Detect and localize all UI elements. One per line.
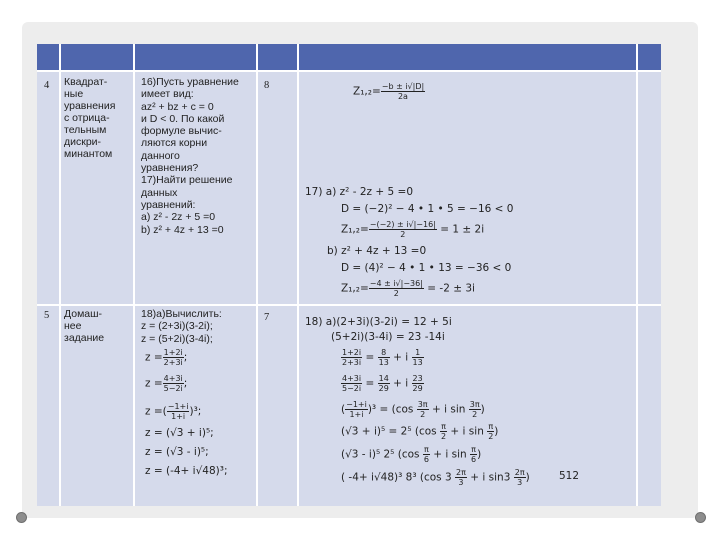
- solution-line: (√3 + i)⁵ = 2⁵ (cos $\frac{\pi}{2}$ + i sin $\frac{\pi}{2}$ ): [341, 422, 499, 441]
- solution-line: ( $\frac{-1+i}{1+i}$ )³ = (cos $\frac{3\pi}{2}$ + i sin $\frac{3\pi}{2}$ ): [341, 400, 485, 419]
- solution-line: ( -4+ i√48)³ 8³ (cos 3 $\frac{2\pi}{3}$ + i sin3 $\frac{2\pi}{3}$ ): [341, 468, 530, 487]
- solution-line: 18) a)(2+3i)(3-2i) = 12 + 5i: [305, 316, 452, 328]
- table-header-row: [37, 44, 661, 70]
- solution-line: 17) a) z² - 2z + 5 =0: [305, 186, 414, 198]
- solution-line: Z₁,₂= $\frac{-4 \pm i√|-36|}{2}$ = -2 ± 3i: [341, 279, 475, 298]
- task-cell: 18)a)Вычислить: z = (2+3i)(3-2i); z = (5+2i)(3-4i);: [141, 308, 222, 345]
- topic-cell: Квадрат- ные уравнения с отрица- тельным дискри- минантом: [64, 76, 116, 160]
- solution-line: (5+2i)(3-4i) = 23 -14i: [331, 331, 445, 343]
- solution-line: Z₁,₂= $\frac{-(-2) \pm i√|-16|}{2}$ = 1 ± 2i: [341, 220, 485, 239]
- slide-ring-left: [16, 512, 27, 523]
- solution-line: $\frac{1+2i}{2+3i}$ = $\frac{8}{13}$ + i $\frac{1}{13}$: [342, 348, 423, 367]
- solution-line: $\frac{4+3i}{5-2i}$ = $\frac{14}{29}$ + i $\frac{23}{29}$: [342, 374, 423, 393]
- topic-cell: Домаш- нее задание: [64, 308, 105, 344]
- task-root: z = (-4+ i√48)³;: [145, 465, 228, 477]
- score: 7: [264, 312, 270, 323]
- solution-result: 512: [559, 470, 580, 482]
- task-fraction: z = $\frac{4+3i}{5-2i}$ ;: [145, 374, 188, 393]
- task-root: z = (√3 + i)⁵;: [145, 427, 214, 439]
- root-formula: Z₁,₂= $\frac{-b \pm i√|D|}{2a}$: [353, 82, 425, 101]
- solution-line: b) z² + 4z + 13 =0: [327, 245, 427, 257]
- solution-line: (√3 - i)⁵ 2⁵ (cos $\frac{\pi}{6}$ + i sin $\frac{\pi}{6}$ ): [341, 445, 482, 464]
- lesson-table: [37, 44, 661, 506]
- task-root: z = (√3 - i)⁵;: [145, 446, 209, 458]
- row-number: 4: [44, 80, 50, 91]
- task-cell: 16)Пусть уравнение имеет вид: az² + bz + c = 0 и D < 0. По какой формуле вычис- ляются корни данного уравнения? 17)Найти решение данных уравнений: а) z² - 2z + 5 =0 b) z² + 4z + 13 =0: [141, 76, 239, 236]
- score: 8: [264, 80, 270, 91]
- solution-line: D = (−2)² − 4 • 1 • 5 = −16 < 0: [341, 203, 514, 215]
- slide-ring-right: [695, 512, 706, 523]
- solution-line: D = (4)² − 4 • 1 • 13 = −36 < 0: [341, 262, 512, 274]
- task-fraction: z =( $\frac{-1+i}{1+i}$ )³;: [145, 402, 202, 421]
- row-number: 5: [44, 310, 50, 321]
- task-fraction: z = $\frac{1+2i}{2+3i}$ ;: [145, 348, 188, 367]
